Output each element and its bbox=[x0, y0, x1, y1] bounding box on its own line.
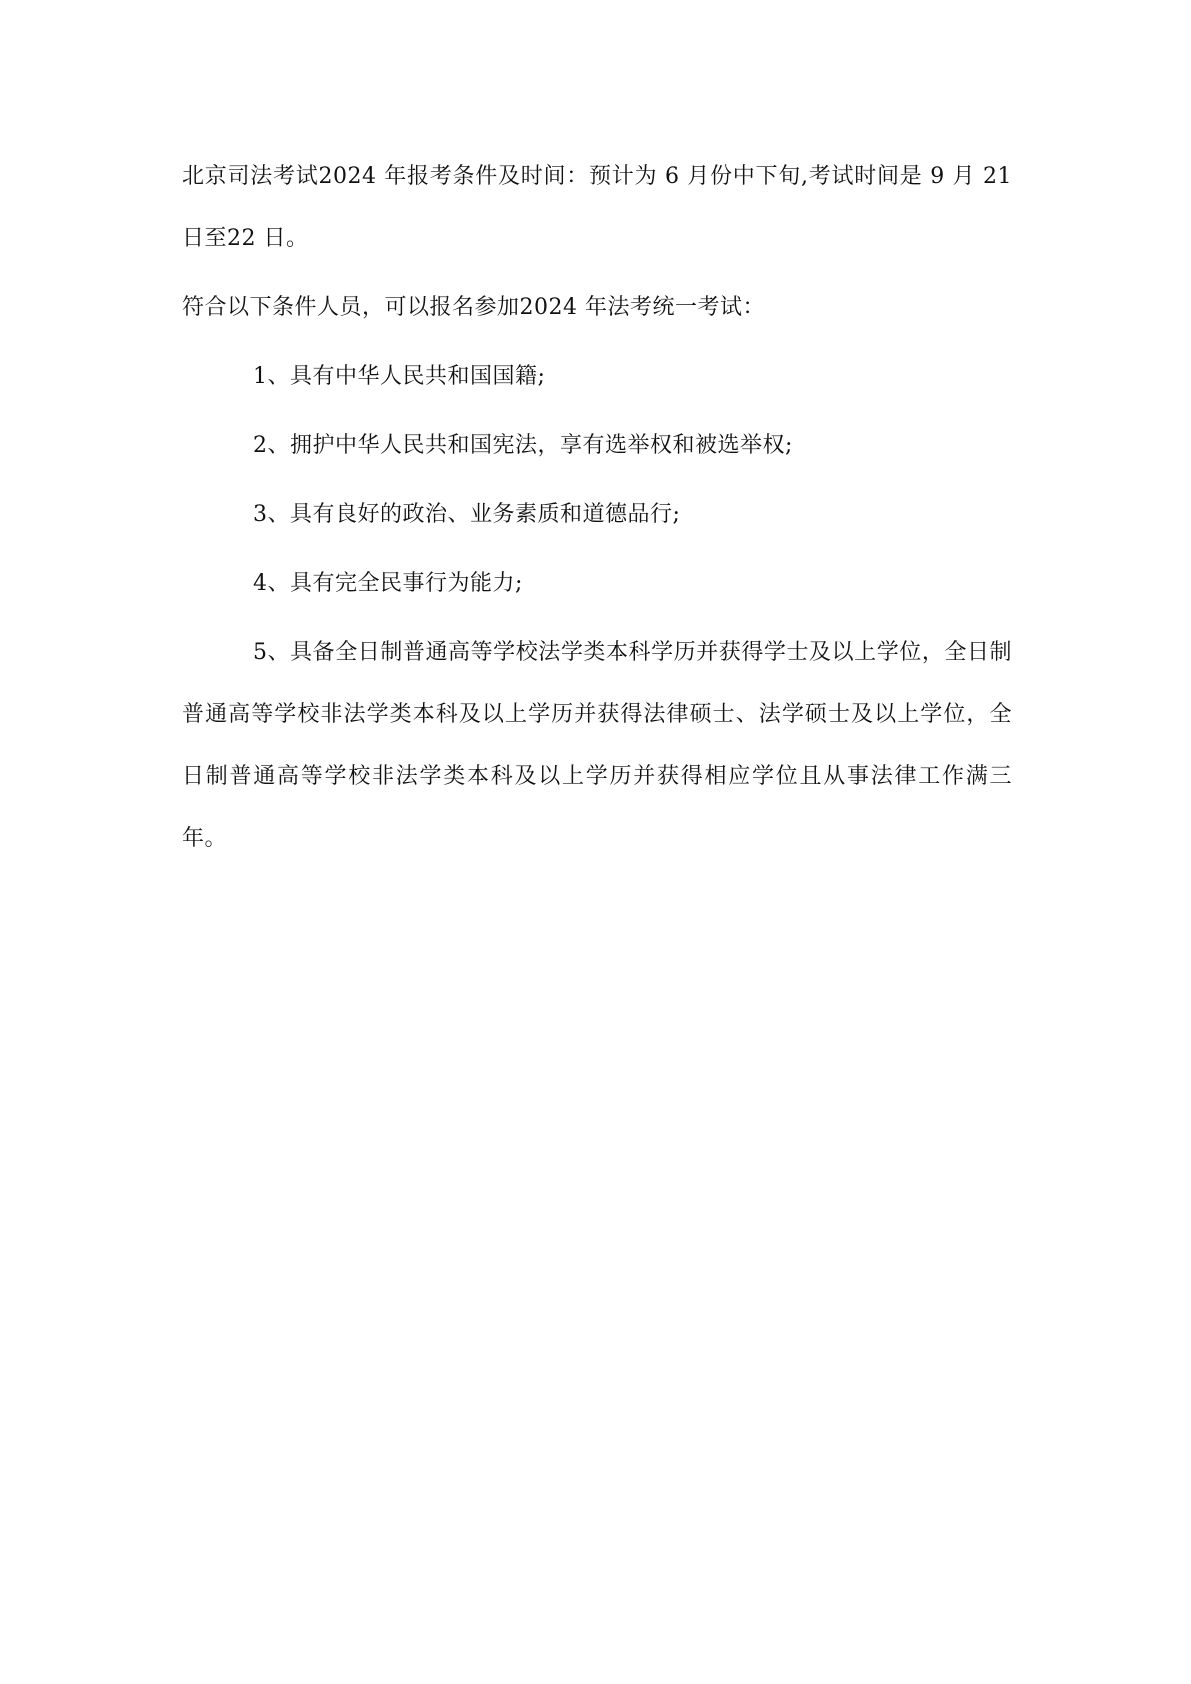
intro-paragraph: 北京司法考试2024 年报考条件及时间：预计为 6 月份中下旬,考试时间是 9 月 21 日至22 日。 bbox=[182, 164, 1012, 251]
condition-3: 3、具有良好的政治、业务素质和道德品行; bbox=[253, 502, 681, 527]
condition-5: 5、具备全日制普通高等学校法学类本科学历并获得学士及以上学位，全日制普通高等学校非法学类本科及以上学历并获得法律硕士、法学硕士及以上学位，全日制普通高等学校非法学类本科及以上学历并获得相应学位且从事法律工作满三年。 bbox=[182, 640, 1012, 851]
condition-4: 4、具有完全民事行为能力; bbox=[253, 571, 523, 596]
document-body bbox=[182, 146, 1012, 877]
condition-2: 2、拥护中华人民共和国宪法，享有选举权和被选举权; bbox=[253, 433, 793, 458]
lead-paragraph: 符合以下条件人员，可以报名参加2024 年法考统一考试： bbox=[182, 295, 765, 320]
condition-1: 1、具有中华人民共和国国籍; bbox=[253, 364, 546, 389]
